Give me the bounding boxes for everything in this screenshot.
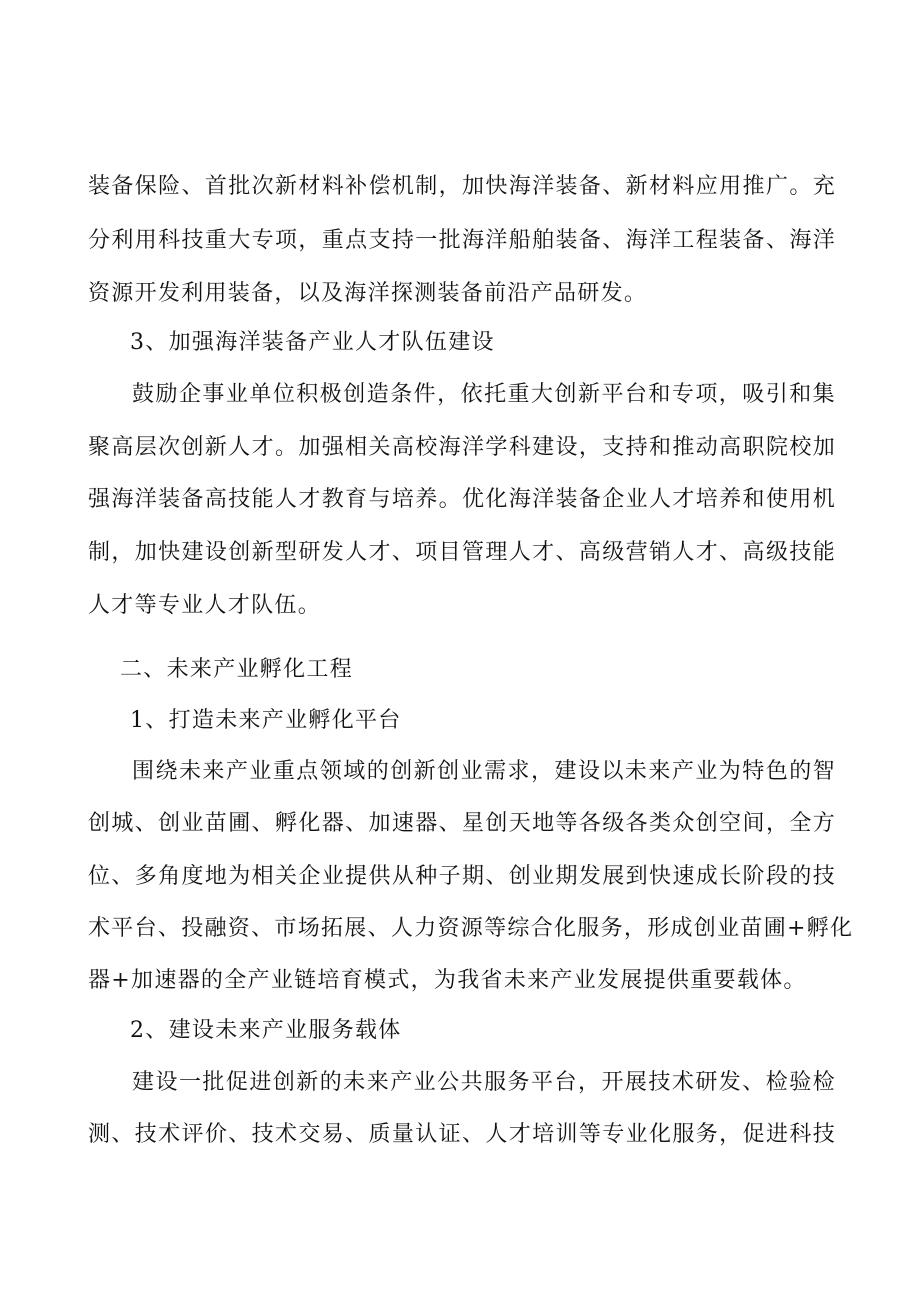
paragraph-line: 资源开发利用装备，以及海洋探测装备前沿产品研发。: [88, 281, 648, 306]
paragraph-line: 测、技术评价、技术交易、质量认证、人才培训等专业化服务，促进科技: [88, 1122, 836, 1147]
paragraph-line: 制，加快建设创新型研发人才、项目管理人才、高级营销人才、高级技能: [88, 540, 836, 565]
paragraph-line: 创城、创业苗圃、孵化器、加速器、星创天地等各级各类众创空间，全方: [88, 811, 836, 836]
subsection-heading: 1、打造未来产业孵化平台: [130, 708, 402, 733]
paragraph-line: 人才等专业人才队伍。: [88, 593, 322, 618]
subsection-heading: 2、建设未来产业服务载体: [130, 1018, 402, 1043]
subsection-heading: 3、加强海洋装备产业人才队伍建设: [130, 330, 495, 355]
paragraph-line: 鼓励企事业单位积极创造条件，依托重大创新平台和专项，吸引和集: [132, 382, 836, 407]
paragraph-line: 分利用科技重大专项，重点支持一批海洋船舶装备、海洋工程装备、海洋: [88, 228, 836, 253]
paragraph-line: 聚高层次创新人才。加强相关高校海洋学科建设，支持和推动高职院校加: [88, 435, 836, 460]
paragraph-line: 位、多角度地为相关企业提供从种子期、创业期发展到快速成长阶段的技: [88, 864, 836, 889]
section-heading: 二、未来产业孵化工程: [120, 657, 354, 682]
paragraph-line: 围绕未来产业重点领域的创新创业需求，建设以未来产业为特色的智: [132, 759, 836, 784]
paragraph-line: 器+加速器的全产业链培育模式，为我省未来产业发展提供重要载体。: [88, 968, 807, 993]
paragraph-line: 术平台、投融资、市场拓展、人力资源等综合化服务，形成创业苗圃+孵化: [88, 916, 854, 941]
paragraph-line: 装备保险、首批次新材料补偿机制，加快海洋装备、新材料应用推广。充: [88, 174, 836, 199]
paragraph-line: 强海洋装备高技能人才教育与培养。优化海洋装备企业人才培养和使用机: [88, 487, 836, 512]
paragraph-line: 建设一批促进创新的未来产业公共服务平台，开展技术研发、检验检: [132, 1070, 836, 1095]
